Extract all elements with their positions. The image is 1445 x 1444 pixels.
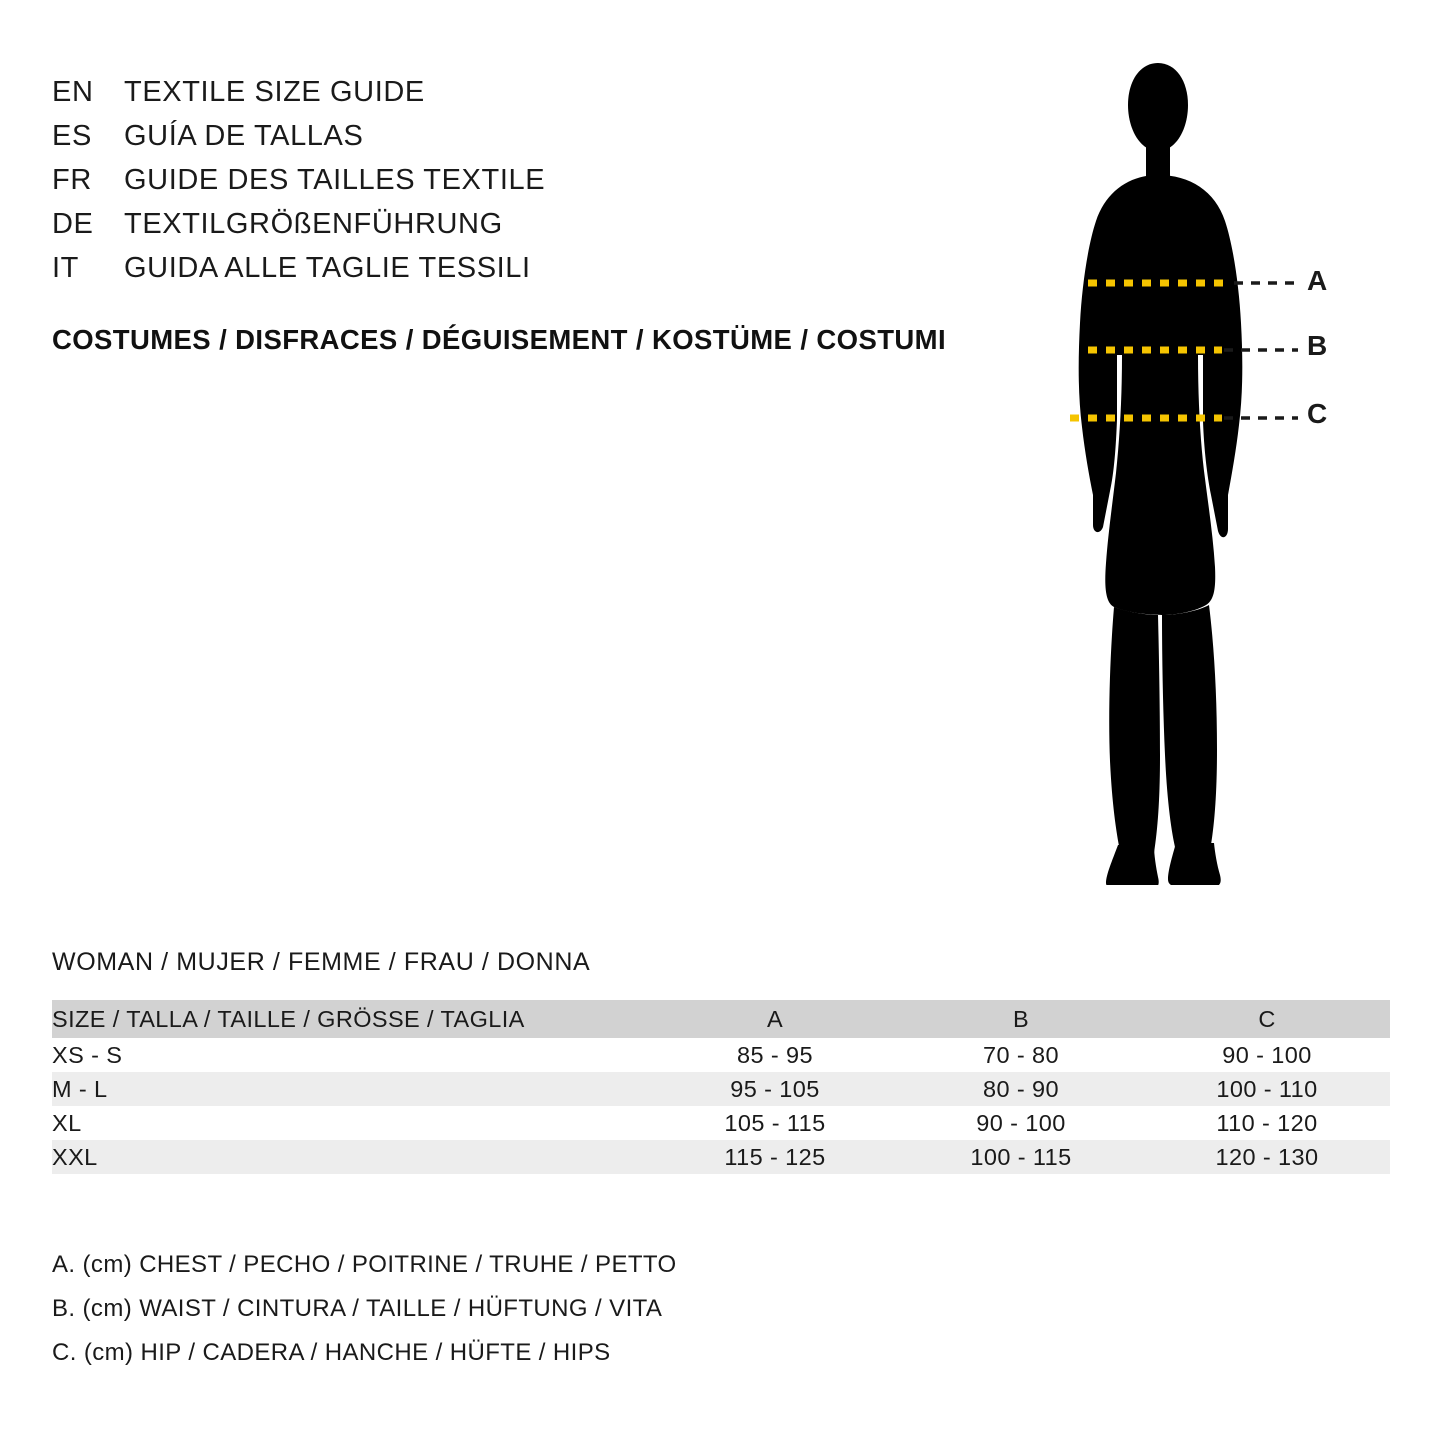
table-caption: WOMAN / MUJER / FEMME / FRAU / DONNA <box>52 948 591 976</box>
language-code: ES <box>52 120 92 152</box>
marker-label-b: B <box>1307 330 1328 361</box>
cell-size: M - L <box>52 1075 108 1102</box>
language-code: DE <box>52 208 94 240</box>
language-row <box>52 158 1012 202</box>
cell-a: 85 - 95 <box>737 1041 813 1068</box>
table-header-a: A <box>766 1005 784 1032</box>
language-code: IT <box>52 252 79 284</box>
language-title: TEXTILE SIZE GUIDE <box>124 76 425 108</box>
cell-c: 110 - 120 <box>1216 1109 1318 1136</box>
table-header-b: B <box>1012 1005 1030 1032</box>
figure-diagram <box>1010 55 1410 885</box>
language-title: TEXTILGRÖßENFÜHRUNG <box>124 208 503 240</box>
table-header-row <box>52 1000 1390 1038</box>
marker-label-a: A <box>1307 265 1328 296</box>
table-row <box>52 1140 1390 1174</box>
cell-c: 120 - 130 <box>1215 1143 1319 1170</box>
cell-a: 95 - 105 <box>730 1075 820 1102</box>
cell-size: XS - S <box>52 1041 123 1068</box>
language-row <box>52 202 1012 246</box>
table-header-size: SIZE / TALLA / TAILLE / GRÖSSE / TAGLIA <box>52 1005 525 1032</box>
legend-item-b: B. (cm) WAIST / CINTURA / TAILLE / HÜFTUNG / VITA <box>52 1295 663 1322</box>
table-row <box>52 1072 1390 1106</box>
costumes-subtitle: COSTUMES / DISFRACES / DÉGUISEMENT / KOSTÜME / COSTUMI <box>52 324 947 355</box>
size-table <box>52 1000 1390 1174</box>
cell-c: 90 - 100 <box>1222 1041 1312 1068</box>
table-row <box>52 1038 1390 1072</box>
language-row <box>52 114 1012 158</box>
cell-b: 100 - 115 <box>970 1143 1072 1170</box>
legend-item-a: A. (cm) CHEST / PECHO / POITRINE / TRUHE / PETTO <box>52 1251 677 1278</box>
cell-b: 90 - 100 <box>976 1109 1066 1136</box>
table-header-c: C <box>1258 1005 1276 1032</box>
cell-c: 100 - 110 <box>1216 1075 1318 1102</box>
language-title: GUIDA ALLE TAGLIE TESSILI <box>124 252 531 284</box>
cell-a: 115 - 125 <box>724 1143 826 1170</box>
woman-silhouette-icon <box>1079 63 1243 885</box>
language-title: GUIDE DES TAILLES TEXTILE <box>124 164 546 196</box>
language-code: FR <box>52 164 92 196</box>
language-row <box>52 70 1012 114</box>
language-code: EN <box>52 76 94 108</box>
language-row <box>52 246 1012 290</box>
cell-a: 105 - 115 <box>724 1109 826 1136</box>
language-title: GUÍA DE TALLAS <box>124 120 364 152</box>
legend-item-c: C. (cm) HIP / CADERA / HANCHE / HÜFTE / HIPS <box>52 1339 611 1366</box>
cell-size: XL <box>52 1109 82 1136</box>
table-row <box>52 1106 1390 1140</box>
measurement-legend <box>52 1243 677 1375</box>
language-title-block <box>52 70 1012 290</box>
cell-b: 70 - 80 <box>983 1041 1059 1068</box>
marker-label-c: C <box>1307 398 1328 429</box>
cell-size: XXL <box>52 1143 98 1170</box>
cell-b: 80 - 90 <box>983 1075 1059 1102</box>
